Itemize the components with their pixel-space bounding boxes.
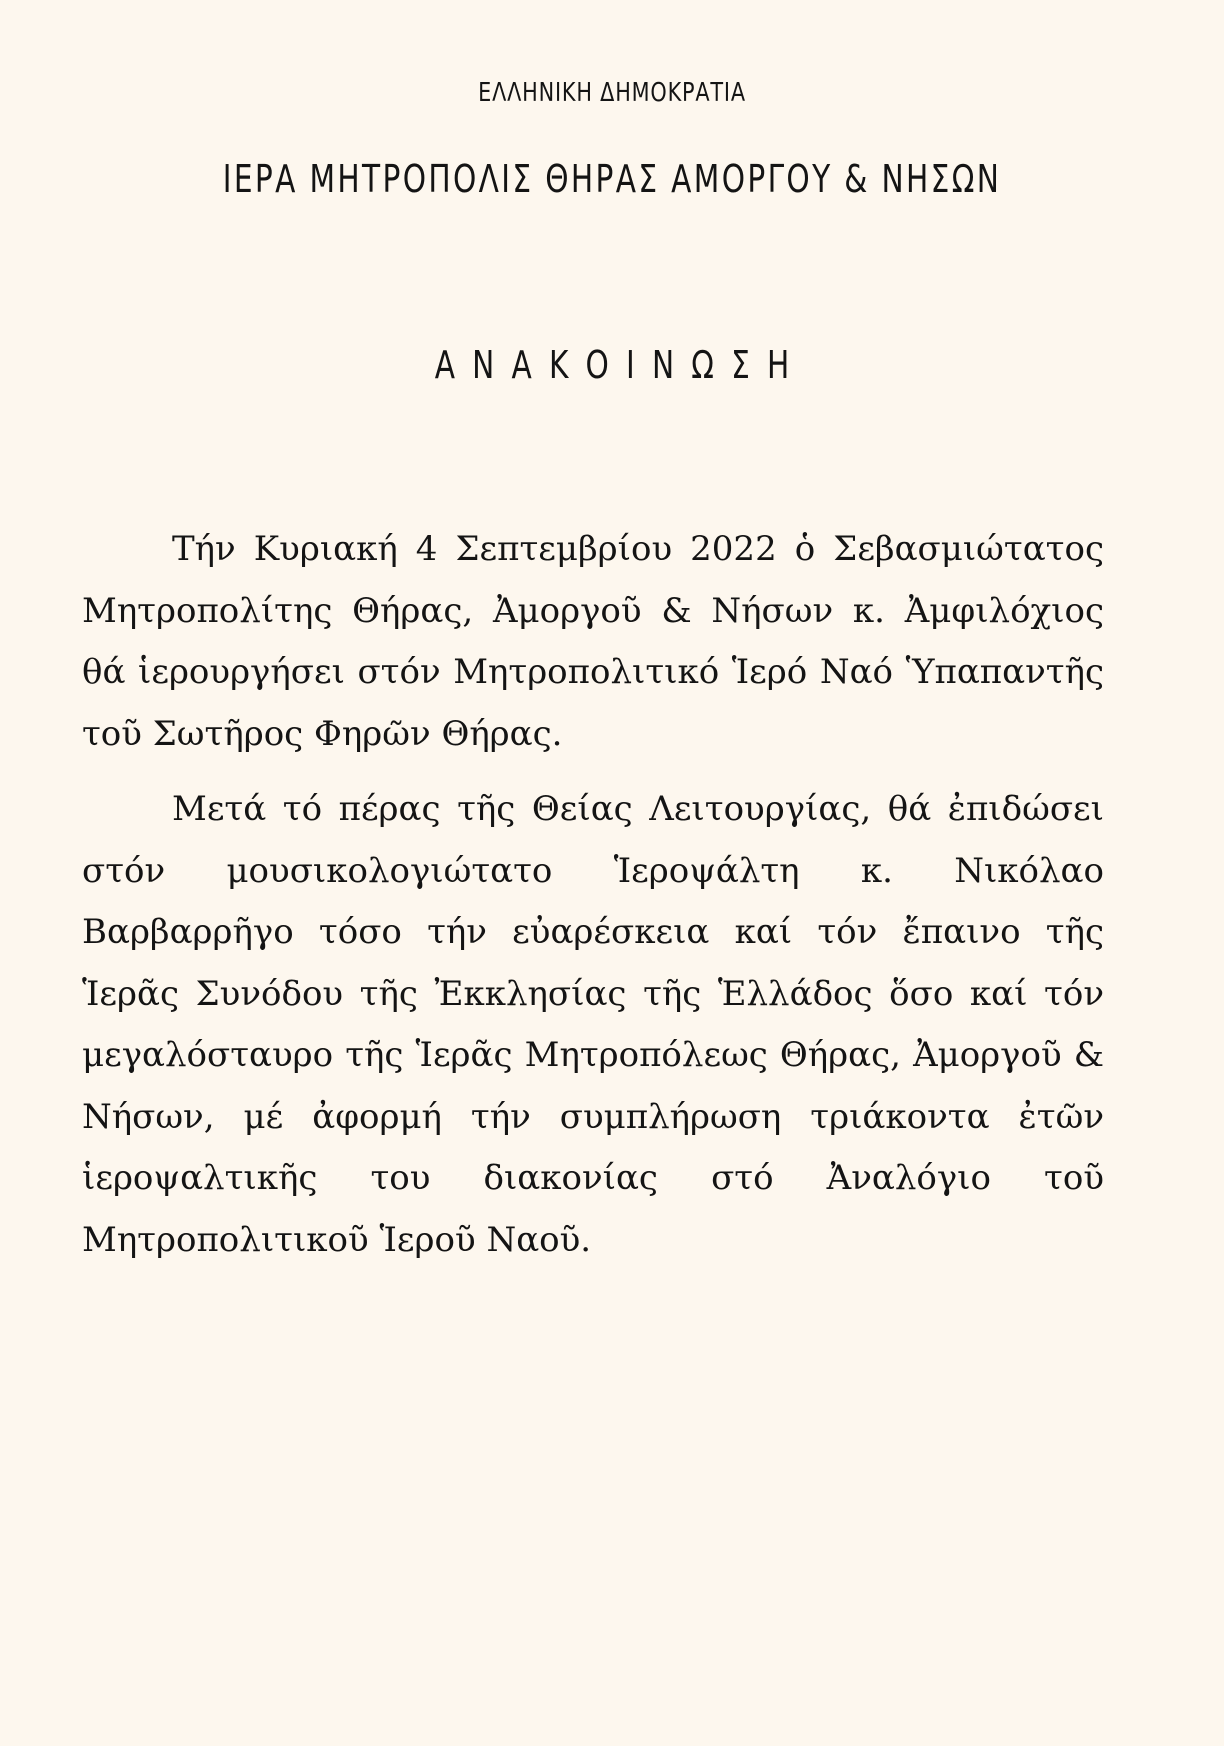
announcement-title: ΑΝΑΚΟΙΝΩΣΗ xyxy=(434,343,807,387)
body-paragraph-2: Μετά τό πέρας τῆς Θείας Λειτουργίας, θά ἐπιδώσει στόν μουσικολογιώτατο Ἱεροψάλτη κ. Νικόλαο Βαρβαρρῆγο τόσο τήν εὐαρέσκεια καί τόν ἔπαινο τῆς Ἱερᾶς Συνόδου τῆς Ἐκκλησίας τῆς Ἑλλάδος ὅσο καί τόν μεγαλόσταυρο τῆς Ἱερᾶς Μητροπόλεως Θήρας, Ἀμοργοῦ & Νήσων, μέ ἀφορμή τήν συμπλήρωση τριάκοντα ἐτῶν ἱεροψαλτικῆς του διακονίας στό Ἀναλόγιο τοῦ Μητροπολιτικοῦ Ἱεροῦ Ναοῦ. xyxy=(82,789,1104,1260)
government-heading: ΕΛΛΗΝΙΚΗ ΔΗΜΟΚΡΑΤΙΑ xyxy=(478,78,746,108)
body-paragraph-1: Τήν Κυριακή 4 Σεπτεμβρίου 2022 ὁ Σεβασμιώτατος Μητροπολίτης Θήρας, Ἀμοργοῦ & Νήσων κ. Ἀμφιλόχιος θά ἱερουργήσει στόν Μητροπολιτικό Ἱερό Ναό Ὑπαπαντῆς τοῦ Σωτῆρος Φηρῶν Θήρας. xyxy=(82,529,1104,754)
metropolis-heading: ΙΕΡΑ ΜΗΤΡΟΠΟΛΙΣ ΘΗΡΑΣ ΑΜΟΡΓΟΥ & ΝΗΣΩΝ xyxy=(222,157,1002,201)
announcement-body xyxy=(82,519,1104,1285)
